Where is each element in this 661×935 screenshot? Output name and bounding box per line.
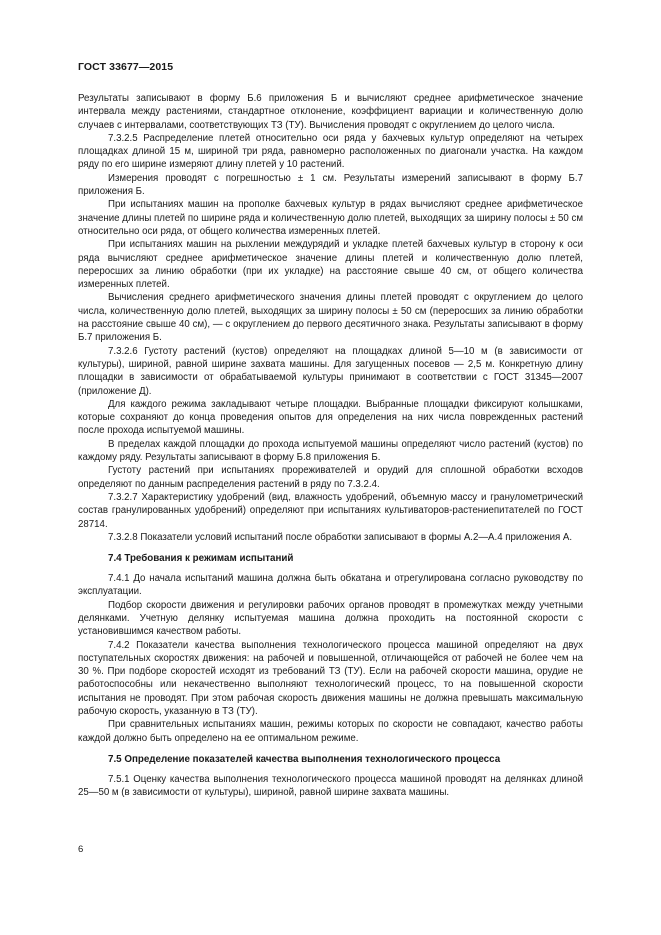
paragraph: Густоту растений при испытаниях прореживателей и орудий для сплошной обработки всходов определяют по данным распределения растений в ряду по 7.3.2.4. — [78, 465, 583, 490]
page-number: 6 — [78, 844, 84, 855]
paragraph: Для каждого режима закладывают четыре площадки. Выбранные площадки фиксируют колышками, которые сохраняют до конца проведения опытов для определения на них числа поврежденных растений после прохода испытуемой машины. — [78, 398, 583, 437]
paragraph: 7.3.2.7 Характеристику удобрений (вид, влажность удобрений, объемную массу и гранулометрический состав гранулированных удобрений) определяют при испытаниях культиваторов-растениепитателей по ГОСТ 28714. — [78, 491, 583, 530]
paragraph: При испытаниях машин на рыхлении междурядий и укладке плетей бахчевых культур в сторону к оси ряда вычисляют среднее арифметическое значение длины плетей и количественную долю плетей, переросших за линию обработки (при их укладке) на расстояние свыше 40 см, от общего количества измеренных плетей. — [78, 239, 583, 291]
paragraph: 7.5.1 Оценку качества выполнения технологического процесса машиной проводят на делянках длиной 25—50 м (в зависимости от культуры), шириной, равной ширине захвата машины. — [78, 773, 583, 799]
paragraph: 7.4.2 Показатели качества выполнения технологического процесса машиной определяют на двух поступательных скоростях движения: на рабочей и повышенной, отличающейся от рабочей не более чем на 30 %. При подборе скоростей исходят из требований ТЗ (ТУ). Если на рабочей скорости машина, орудие не работоспособны или некачественно выполняют технологический процесс, то на повышенной скорости испытания не проводят. При этом рабочая скорость движения машины не должна превышать максимальную рабочую скорость, указанную в ТЗ (ТУ). — [78, 639, 583, 718]
paragraph: 7.3.2.5 Распределение плетей относительно оси ряда у бахчевых культур определяют на четырех площадках длиной 15 м, шириной три ряда, равномерно расположенных по диагонали участка. На каждом ряду по его ширине измеряют длину плетей у 10 растений. — [78, 132, 583, 171]
paragraph: При испытаниях машин на прополке бахчевых культур в рядах вычисляют среднее арифметическое значение длины плетей по ширине ряда и количественную долю плетей, выходящих за ширину полосы ± 50 см относительно оси ряда, от общего количества измеренных плетей. — [78, 199, 583, 237]
paragraph: Вычисления среднего арифметического значения длины плетей проводят с округлением до целого числа, количественную долю плетей, выходящих за ширину полосы ± 50 см (переросших за линию обработки на расстояние свыше 40 см), — с округлением до первого десятичного знака. Результаты записывают в форму Б.7 приложения Б. — [78, 292, 583, 344]
paragraph: Подбор скорости движения и регулировки рабочих органов проводят в промежутках между учетными делянками. Учетную делянку испытуемая машина должна проходить на постоянной скорости с установившимся качеством работы. — [78, 599, 583, 638]
document-header: ГОСТ 33677—2015 — [78, 61, 174, 73]
document-body — [78, 92, 583, 800]
paragraph: 7.3.2.8 Показатели условий испытаний после обработки записывают в формы А.2—А.4 приложения А. — [108, 531, 573, 543]
paragraph: 7.3.2.6 Густоту растений (кустов) определяют на площадках длиной 5—10 м (в зависимости от культуры), шириной, равной ширине захвата машины. Для загущенных посевов — 2,5 м. Конкретную длину площадки в зависимости от обрабатываемой культуры принимают в соответствии с ГОСТ 31345—2007 (приложение Д). — [78, 345, 583, 397]
section-heading: 7.5 Определение показателей качества выполнения технологического процесса — [108, 753, 501, 765]
section-heading: 7.4 Требования к режимам испытаний — [108, 553, 294, 565]
paragraph: В пределах каждой площадки до прохода испытуемой машины определяют число растений (кустов) по каждому ряду. Результаты записывают в форму Б.8 приложения Б. — [78, 438, 583, 464]
paragraph: Измерения проводят с погрешностью ± 1 см. Результаты измерений записывают в форму Б.7 приложения Б. — [78, 172, 583, 198]
paragraph: При сравнительных испытаниях машин, режимы которых по скорости не совпадают, качество работы каждой должно быть определено на ее оптимальном режиме. — [78, 719, 583, 744]
paragraph: 7.4.1 До начала испытаний машина должна быть обкатана и отрегулирована согласно руководству по эксплуатации. — [78, 573, 583, 598]
paragraph: Результаты записывают в форму Б.6 приложения Б и вычисляют среднее арифметическое значение интервала между растениями, стандартное отклонение, коэффициент вариации и количественную долю случаев с интервалами, соответствующих ТЗ (ТУ). Вычисления проводят с округлением до целого числа. — [78, 93, 583, 131]
